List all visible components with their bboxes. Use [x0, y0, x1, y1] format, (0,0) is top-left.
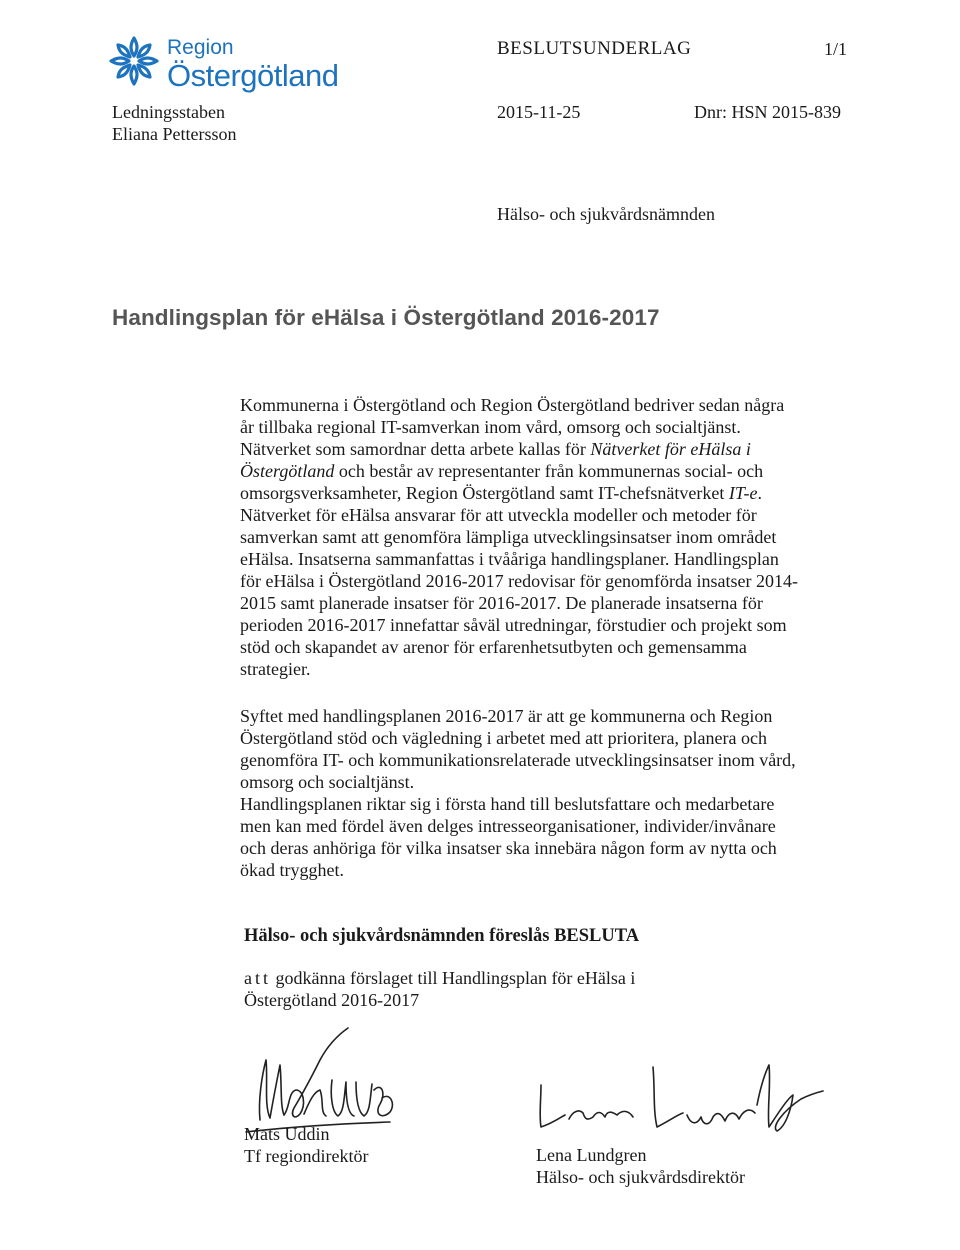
para1-line: Kommunerna i Östergötland och Region Östergötland bedriver sedan några [240, 395, 785, 415]
para1-line: år tillbaka regional IT-samverkan inom vård, omsorg och socialtjänst. [240, 417, 741, 437]
signer-title: Hälso- och sjukvårdsdirektör [536, 1167, 745, 1187]
para2-line: genomföra IT- och kommunikationsrelaterade utvecklingsinsatser inom vård, [240, 750, 796, 770]
para1-line: 2015 samt planerade insatser för 2016-2017. De planerade insatserna för [240, 593, 763, 613]
author-name: Eliana Pettersson [112, 124, 237, 144]
para1-line: strategier. [240, 659, 311, 679]
recipient: Hälso- och sjukvårdsnämnden [497, 204, 715, 224]
signature-mats-uddin [240, 1020, 410, 1135]
body-paragraph-2 [240, 705, 860, 881]
para1-line: eHälsa. Insatserna sammanfattas i tvååriga handlingsplaner. Handlingsplan [240, 549, 779, 569]
para2-line: och deras anhöriga för vilka insatser ska innebära någon form av nytta och [240, 838, 777, 858]
region-logo-flower-icon [105, 32, 163, 90]
signature-lena-lundgren [533, 1055, 833, 1135]
para1-line: perioden 2016-2017 innefattar såväl utredningar, förstudier och projekt som [240, 615, 787, 635]
att-text-continued: Östergötland 2016-2017 [244, 990, 420, 1010]
department: Ledningsstaben [112, 102, 225, 122]
para1-line: stöd och skapandet av arenor för erfarenhetsutbyten och gemensamma [240, 637, 747, 657]
para1-line: Östergötland och består av representanter från kommunernas social- och [240, 461, 764, 481]
para2-line: omsorg och socialtjänst. [240, 772, 415, 792]
proposal-heading: Hälso- och sjukvårdsnämnden föreslås BESLUTA [244, 926, 640, 946]
signer-title: Tf regiondirektör [244, 1146, 369, 1166]
logo-text-ostergotland: Östergötland [167, 58, 339, 93]
body-paragraph-1 [240, 394, 860, 680]
para1-line: för eHälsa i Östergötland 2016-2017 redovisar för genomförda insatser 2014- [240, 571, 799, 591]
signer-name: Mats Uddin [244, 1124, 330, 1144]
diary-number: Dnr: HSN 2015-839 [694, 102, 841, 122]
document-date: 2015-11-25 [497, 102, 581, 122]
para2-line: men kan med fördel även delges intresseorganisationer, individer/invånare [240, 816, 776, 836]
logo-text-region: Region [167, 36, 234, 59]
region-ostergotland-logo [105, 26, 345, 96]
para1-line: Nätverket för eHälsa ansvarar för att utveckla modeller och metoder för [240, 505, 757, 525]
para2-line: Östergötland stöd och vägledning i arbetet med att prioritera, planera och [240, 728, 767, 748]
para2-line: Handlingsplanen riktar sig i första hand till beslutsfattare och medarbetare [240, 794, 775, 814]
signer-lena-lundgren [536, 1144, 745, 1188]
page-number: 1/1 [824, 39, 848, 59]
document-title: Handlingsplan för eHälsa i Östergötland 2016-2017 [112, 305, 660, 330]
att-label: att [244, 968, 271, 988]
decision-proposal [244, 967, 635, 1011]
document-type: BESLUTSUNDERLAG [497, 38, 692, 59]
signer-name: Lena Lundgren [536, 1145, 647, 1165]
signer-mats-uddin [244, 1123, 368, 1167]
para1-line: samverkan samt att genomföra lämpliga utvecklingsinsatser inom området [240, 527, 777, 547]
att-text: godkänna förslaget till Handlingsplan för eHälsa i [275, 968, 636, 988]
para2-line: Syftet med handlingsplanen 2016-2017 är att ge kommunerna och Region [240, 706, 773, 726]
para1-line: omsorgsverksamheter, Region Östergötland samt IT-chefsnätverket IT-e. [240, 483, 762, 503]
para1-line: Nätverket som samordnar detta arbete kallas för Nätverket för eHälsa i [240, 439, 751, 459]
para2-line: ökad trygghet. [240, 860, 344, 880]
